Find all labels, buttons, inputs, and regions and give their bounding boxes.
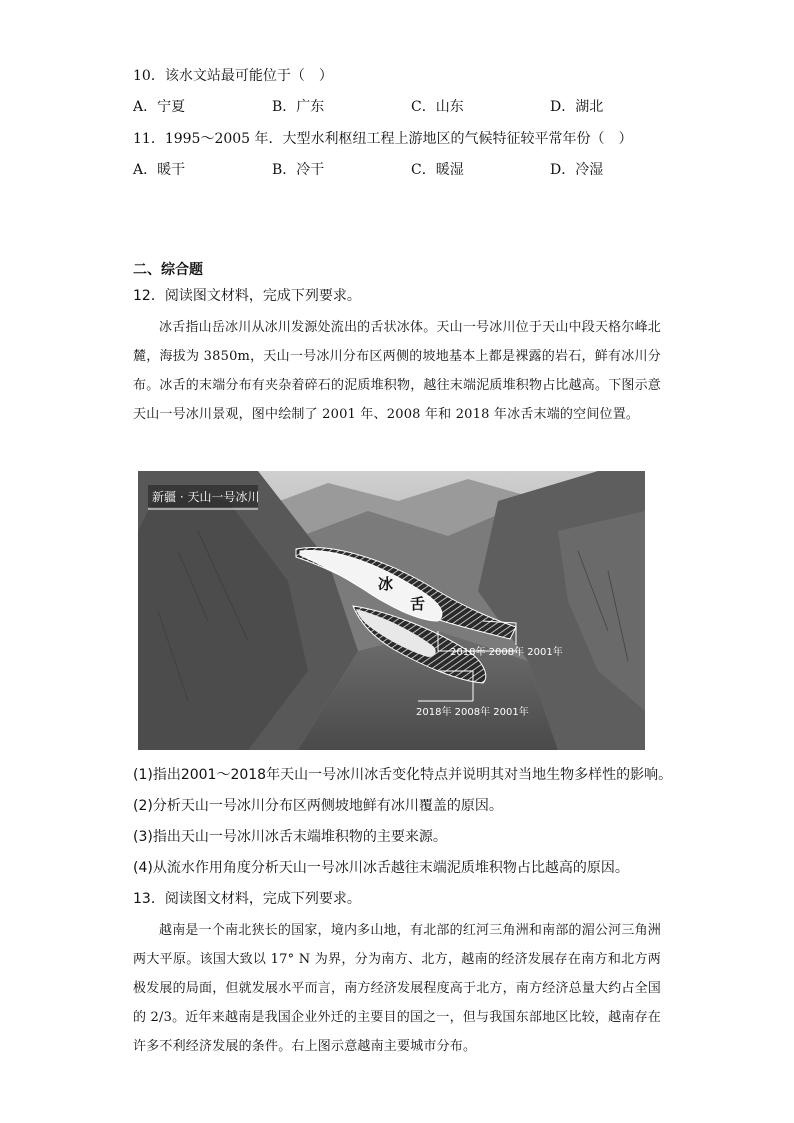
q10-option-a: A．宁夏 (133, 99, 186, 115)
q10-option-d: D．湖北 (550, 99, 604, 115)
ice-label-she: 舌 (410, 595, 426, 613)
q12-sub-4: (4)从流水作用角度分析天山一号冰川冰舌越往末端泥质堆积物占比越高的原因。 (133, 860, 629, 876)
q11-stem: 11．1995～2005 年．大型水利枢纽工程上游地区的气候特征较平常年份（ ） (133, 131, 633, 147)
q12-sub-2: (2)分析天山一号冰川分布区两侧坡地鲜有冰川覆盖的原因。 (133, 798, 503, 814)
section-title: 二、综合题 (133, 262, 203, 278)
terminus-years-lower: 2018年 2008年 2001年 (416, 707, 529, 718)
photo-caption: 新疆 · 天山一号冰川 (152, 490, 260, 504)
q12-stem: 12．阅读图文材料，完成下列要求。 (133, 288, 361, 304)
q12-material-text: 冰舌指山岳冰川从冰川发源处流出的舌状冰体。天山一号冰川位于天山中段天格尔峰北麓，海拔为 3850m，天山一号冰川分布区两侧的坡地基本上都是裸露的岩石，鲜有冰川分布。冰舌的末端分布有夹杂着碎石的泥质堆积物，越往末端泥质堆积物占比越高。下图示意天山一号冰川景观，图中绘制了 2001 年、2008 年和 2018 年冰舌末端的空间位置。 (133, 320, 662, 422)
q11-option-a: A．暖干 (133, 162, 186, 178)
q10-option-b: B．广东 (272, 99, 325, 115)
q11-option-c: C．暖湿 (411, 162, 464, 178)
q10-option-c: C．山东 (411, 99, 464, 115)
q11-option-d: D．冷湿 (550, 162, 604, 178)
q10-stem: 10．该水文站最可能位于（ ） (133, 68, 333, 84)
q13-material-text: 越南是一个南北狭长的国家，境内多山地，有北部的红河三角洲和南部的湄公河三角洲两大平原。该国大致以 17° N 为界，分为南方、北方，越南的经济发展存在南方和北方两极发展的局面，但就发展水平而言，南方经济发展程度高于北方，南方经济总量大约占全国的 2/3。近年来越南是我国企业外迁的主要目的国之一，但与我国东部地区比较，越南存在许多不利经济发展的条件。右上图示意越南主要城市分布。 (133, 923, 662, 1054)
q13-material (133, 916, 661, 1061)
terminus-years-upper: 2018年 2008年 2001年 (450, 647, 563, 658)
q12-sub-1: (1)指出2001～2018年天山一号冰川冰舌变化特点并说明其对当地生物多样性的影响。 (133, 767, 673, 783)
q12-sub-3: (3)指出天山一号冰川冰舌末端堆积物的主要来源。 (133, 829, 447, 845)
ice-label-bing: 冰 (378, 575, 394, 593)
q12-material (133, 313, 661, 429)
q13-stem: 13．阅读图文材料，完成下列要求。 (133, 891, 361, 907)
q11-option-b: B．冷干 (272, 162, 325, 178)
glacier-photo (138, 471, 645, 750)
